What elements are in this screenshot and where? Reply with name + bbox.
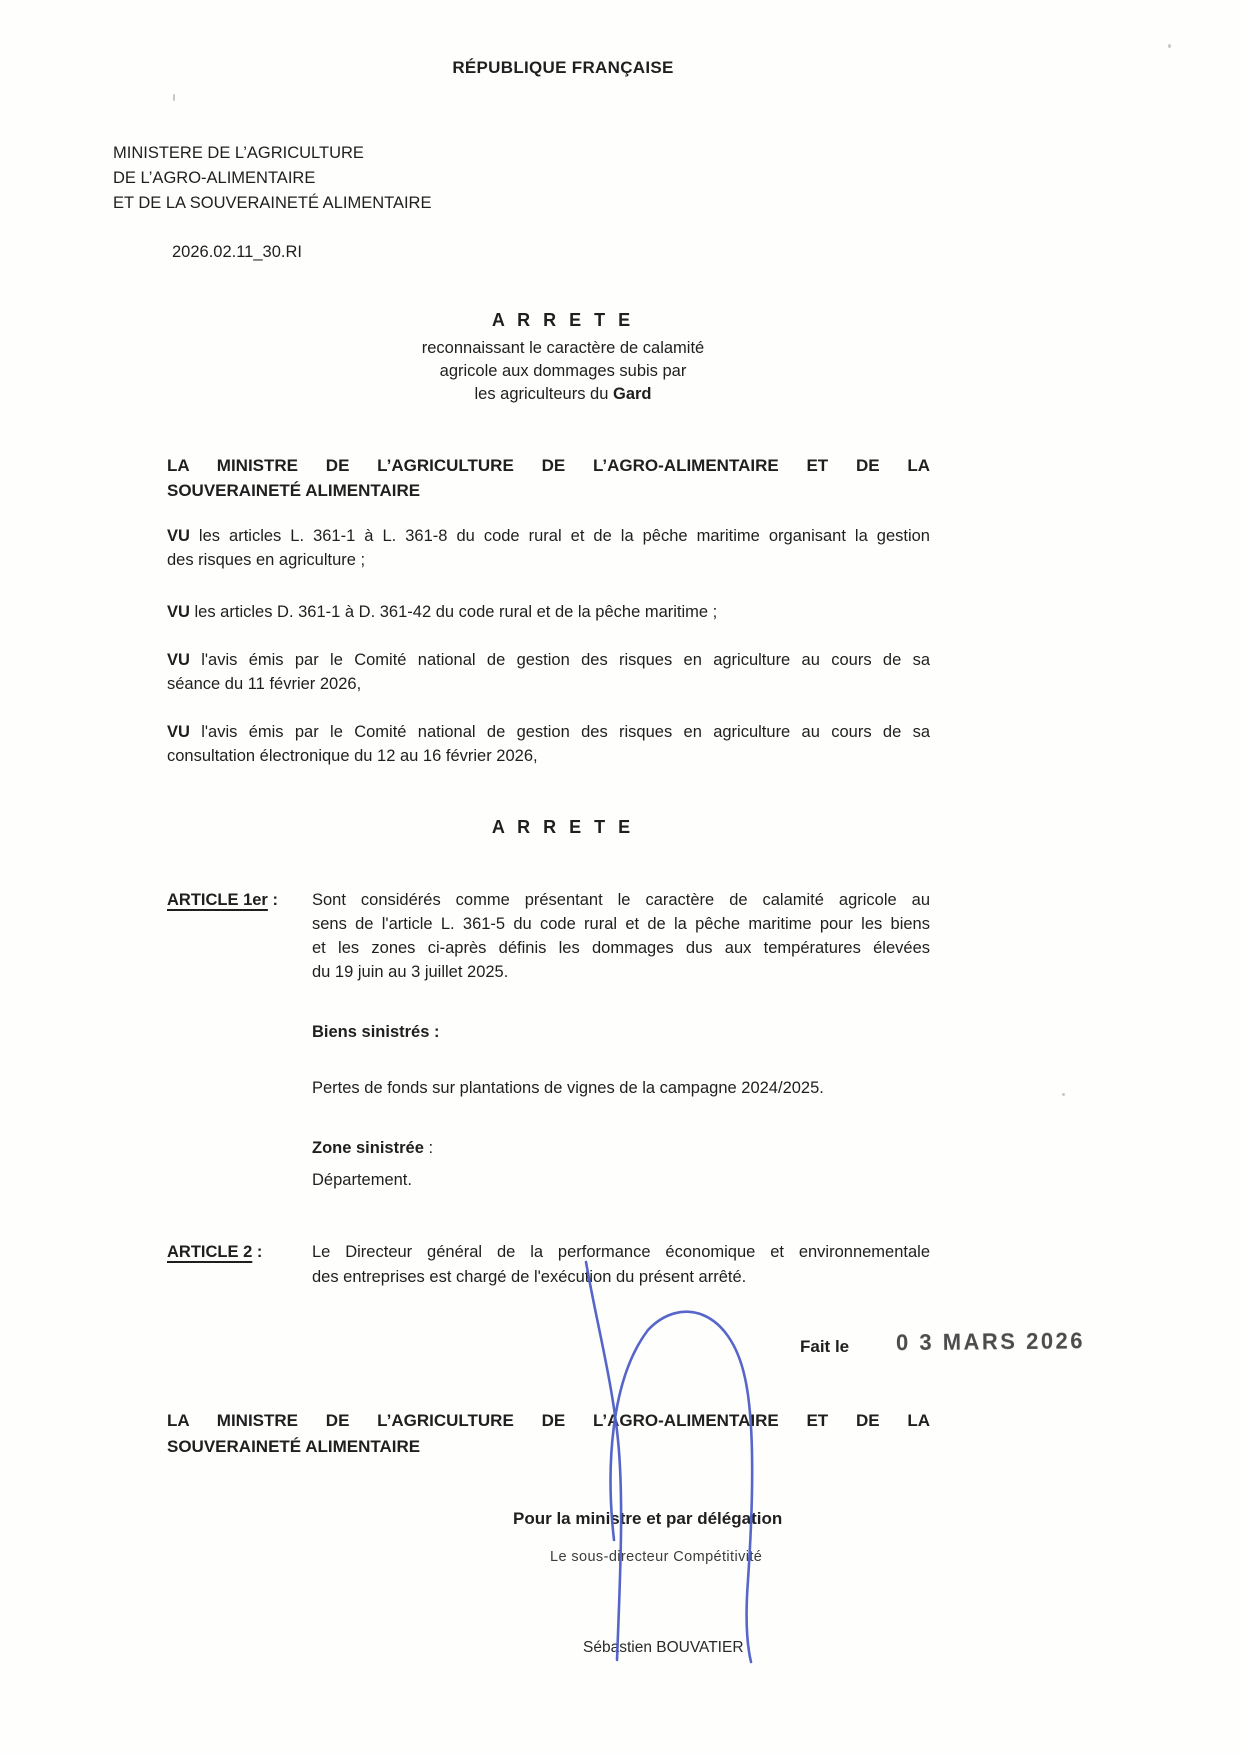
biens-sinistres-text: Pertes de fonds sur plantations de vignes de la campagne 2024/2025. <box>312 1079 824 1097</box>
scan-speck <box>1062 1093 1065 1096</box>
article-1 <box>167 888 930 984</box>
department-name: Gard <box>612 385 652 403</box>
article-1-body: Sont considérés comme présentant le caractère de calamité agricole au sens de l'article L. 361-5 du code rural et de la pêche maritime pour les biens et les zones ci-après définis les dommages dus aux températures élevées du 19 juin au 3 juillet 2025. <box>312 891 930 981</box>
article-1-label: ARTICLE 1er : <box>167 891 278 909</box>
visa-label: VU <box>167 723 190 741</box>
minister-heading: LA MINISTRE DE L’AGRICULTURE DE L’AGRO-ALIMENTAIRE ET DE LA SOUVERAINETÉ ALIMENTAIRE <box>167 456 930 500</box>
decree-subtitle-line: les agriculteurs du Gard <box>474 385 652 403</box>
scan-speck <box>1168 44 1171 48</box>
date-stamp: 0 3 MARS 2026 <box>895 1327 1086 1356</box>
republique-title: RÉPUBLIQUE FRANÇAISE <box>452 58 674 77</box>
ministry-block <box>113 141 431 216</box>
visa-label: VU <box>167 527 190 545</box>
signature-loop <box>611 1312 753 1662</box>
visa-paragraph: VU les articles D. 361-1 à D. 361-42 du code rural et de la pêche maritime ; <box>167 603 718 621</box>
decree-title-block <box>0 310 1126 406</box>
visa-paragraph: VU l'avis émis par le Comité national de gestion des risques en agriculture au cours de sa consultation électronique du 12 au 16 février 2026, <box>167 723 930 765</box>
minister-heading-bottom: LA MINISTRE DE L’AGRICULTURE DE L’AGRO-ALIMENTAIRE ET DE LA SOUVERAINETÉ ALIMENTAIRE <box>167 1411 930 1456</box>
decree-heading: A R R E T E <box>491 310 635 330</box>
ministry-line: MINISTERE DE L’AGRICULTURE <box>113 144 364 162</box>
visa-label: VU <box>167 651 190 669</box>
zone-sinistree-label: Zone sinistrée : <box>312 1139 434 1157</box>
signatory-function: Le sous-directeur Compétitivité <box>550 1549 763 1565</box>
signatory-name: Sébastien BOUVATIER <box>583 1639 744 1656</box>
visa-paragraph: VU les articles L. 361-1 à L. 361-8 du code rural et de la pêche maritime organisant la gestion des risques en agriculture ; <box>167 527 930 569</box>
ministry-line: ET DE LA SOUVERAINETÉ ALIMENTAIRE <box>113 194 432 212</box>
zone-sinistree-text: Département. <box>312 1171 412 1189</box>
ministry-line: DE L’AGRO-ALIMENTAIRE <box>113 169 316 187</box>
fait-le-label: Fait le <box>800 1337 850 1356</box>
decree-subtitle-line: agricole aux dommages subis par <box>439 362 687 380</box>
signature-stem <box>586 1262 621 1660</box>
article-2-label: ARTICLE 2 : <box>167 1243 263 1261</box>
visa-label: VU <box>167 603 190 621</box>
delegation-line: Pour la ministre et par délégation <box>513 1509 783 1528</box>
decree-subtitle-line: reconnaissant le caractère de calamité <box>421 339 705 357</box>
handwritten-signature <box>540 1250 780 1670</box>
scan-speck <box>173 94 175 101</box>
visa-paragraph: VU l'avis émis par le Comité national de gestion des risques en agriculture au cours de sa séance du 11 février 2026, <box>167 651 930 693</box>
article-2-body: Le Directeur général de la performance économique et environnementale des entreprises est chargé de l'exécution du présent arrêté. <box>312 1243 930 1286</box>
reference-number: 2026.02.11_30.RI <box>172 243 302 261</box>
biens-sinistres-label: Biens sinistrés : <box>312 1023 440 1041</box>
enacting-heading: A R R E T E <box>491 817 635 837</box>
